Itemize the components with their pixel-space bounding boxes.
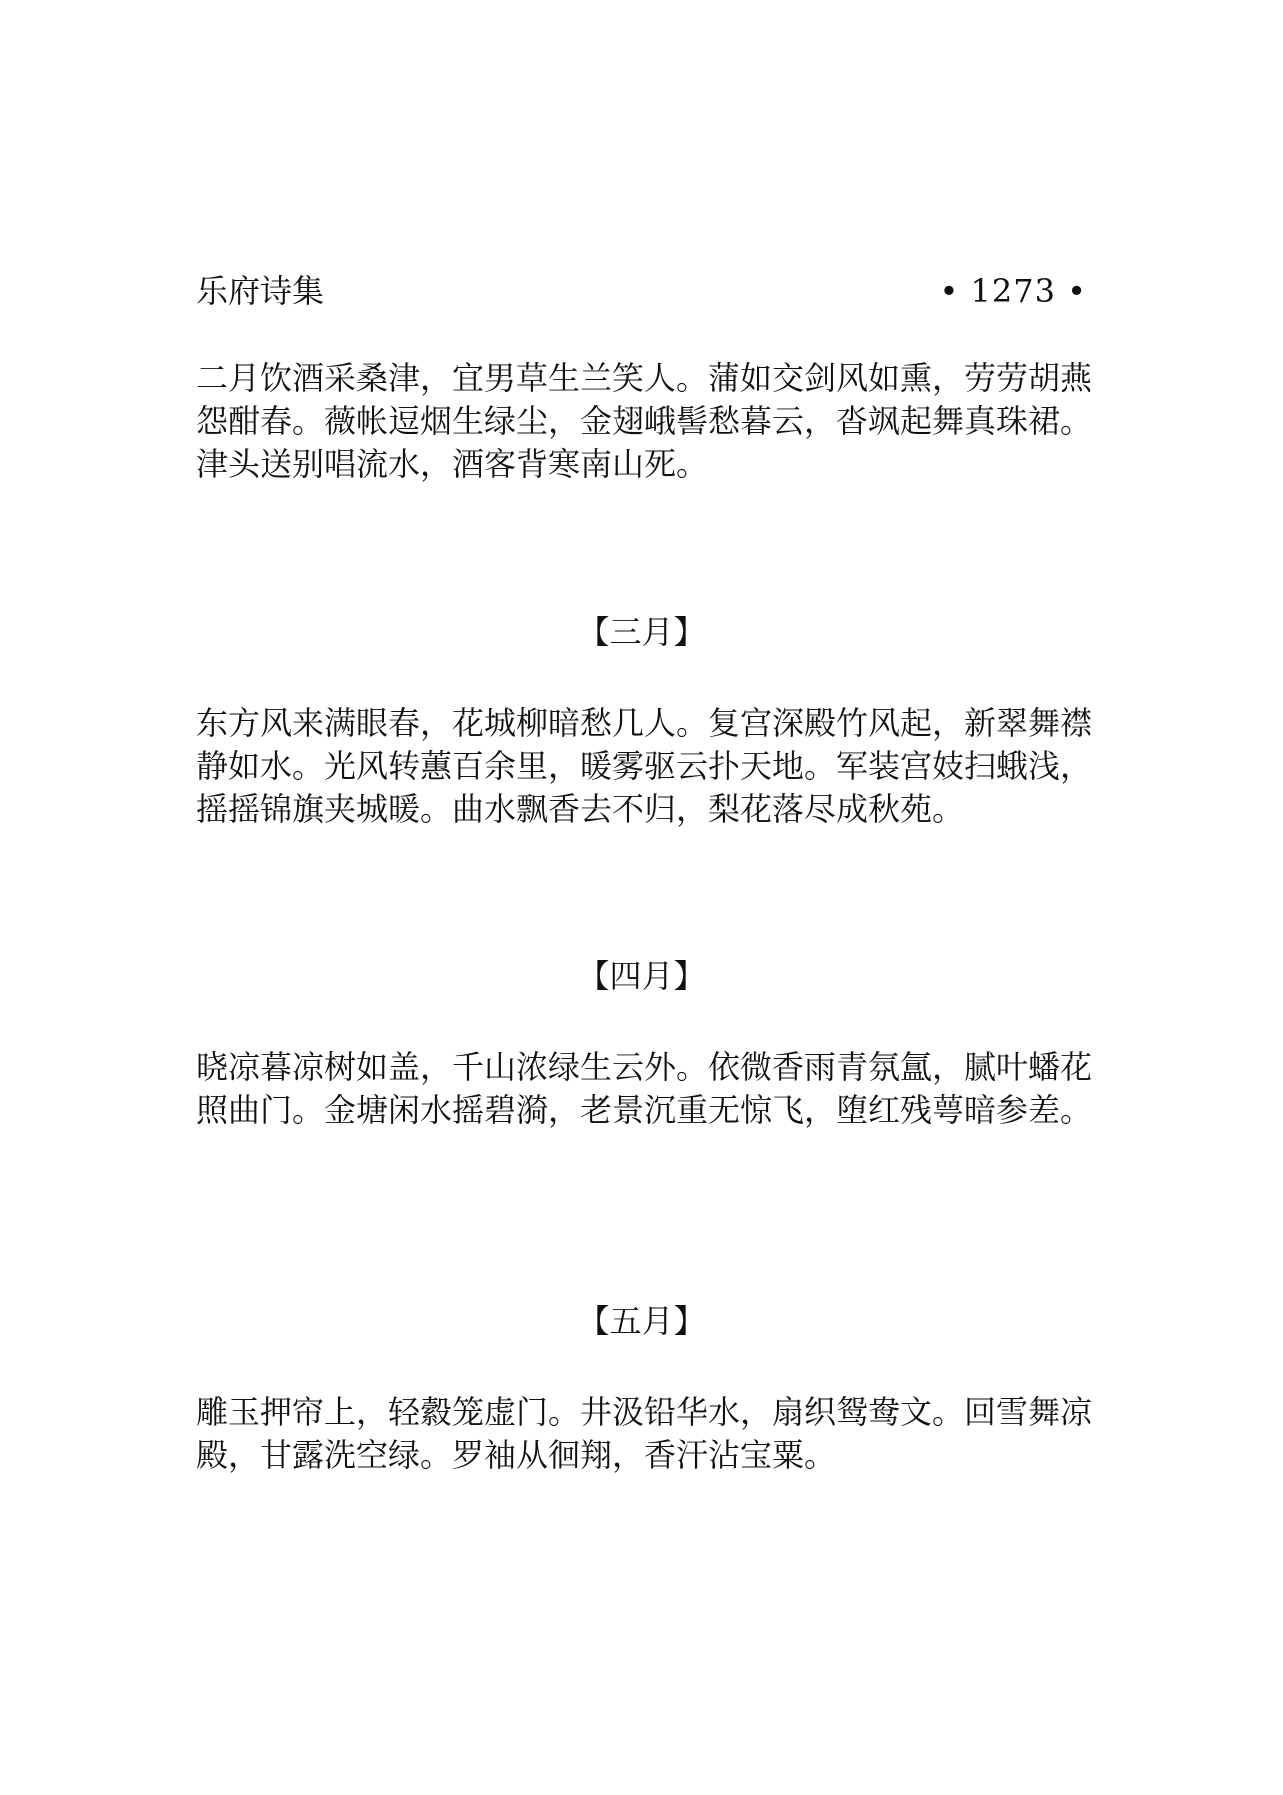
paragraph-march: 东方风来满眼春，花城柳暗愁几人。复宫深殿竹风起，新翠舞襟静如水。光风转蕙百余里，暖雾驱云扑天地。军装宫妓扫蛾浅，摇摇锦旗夹城暖。曲水飘香去不归，梨花落尽成秋苑。 bbox=[196, 704, 1093, 828]
page-header bbox=[196, 270, 1087, 312]
section-heading-april: 【四月】 bbox=[577, 957, 706, 995]
section-heading-march: 【三月】 bbox=[577, 613, 706, 651]
paragraph-may: 雕玉押帘上，轻縠笼虚门。井汲铅华水，扇织鸳鸯文。回雪舞凉殿，甘露洗空绿。罗袖从徊翔，香汗沾宝粟。 bbox=[196, 1393, 1093, 1474]
section-heading-may: 【五月】 bbox=[577, 1302, 706, 1340]
paragraph-april: 晓凉暮凉树如盖，千山浓绿生云外。依微香雨青氛氲，腻叶蟠花照曲门。金塘闲水摇碧漪，老景沉重无惊飞，堕红残萼暗参差。 bbox=[196, 1048, 1093, 1129]
book-title: 乐府诗集 bbox=[196, 272, 325, 310]
page-number: • 1273 • bbox=[939, 272, 1087, 310]
paragraph-february: 二月饮酒采桑津，宜男草生兰笑人。蒲如交剑风如熏，劳劳胡燕怨酣春。薇帐逗烟生绿尘，金翅峨髻愁暮云，沓飒起舞真珠裙。津头送别唱流水，酒客背寒南山死。 bbox=[196, 359, 1093, 483]
